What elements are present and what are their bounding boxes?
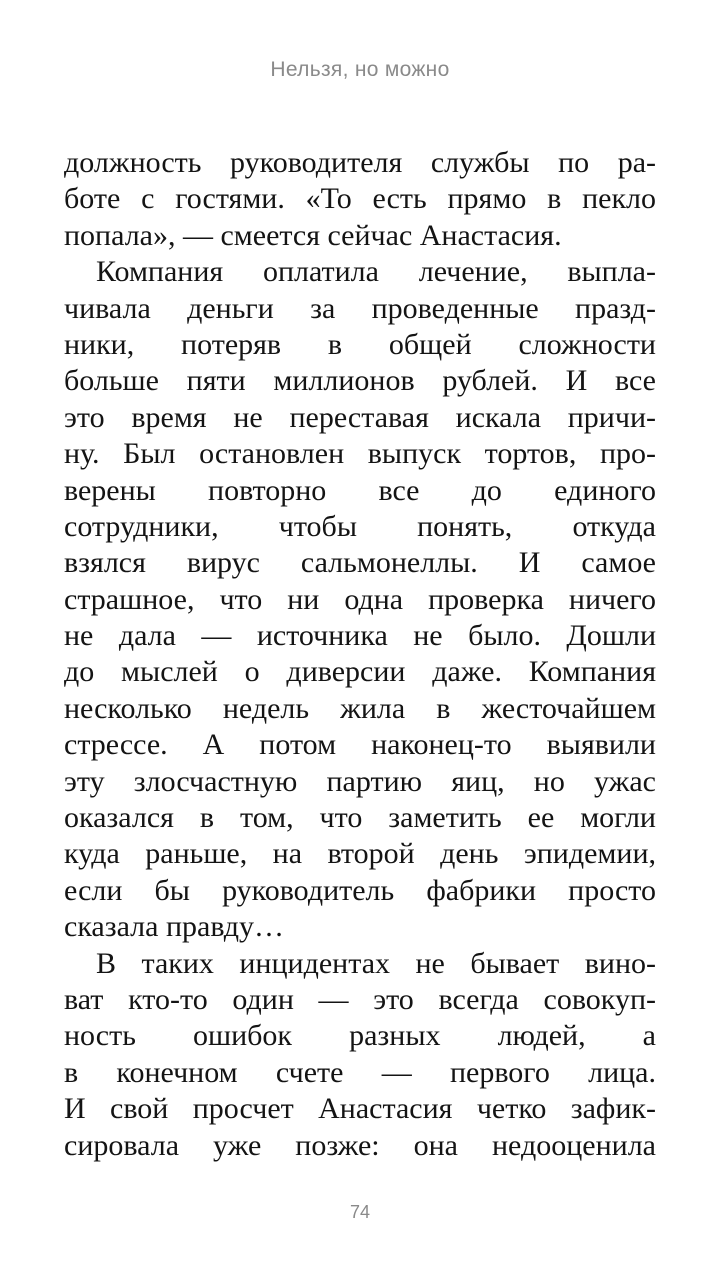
text-line: ники, потеряв в общей сложности (64, 327, 656, 361)
page-number: 74 (349, 1202, 371, 1222)
text-line: боте с гостями. «То есть прямо в пекло (64, 182, 656, 216)
text-line: эту злосчастную партию яиц, но ужас (64, 764, 656, 798)
text-line: ну. Был остановлен выпуск тортов, про- (64, 437, 656, 471)
text-line: верены повторно все до единого (64, 473, 656, 507)
text-line: не дала — источника не было. Дошли (64, 619, 656, 653)
text-line: попала», — смеется сейчас Анастасия. (64, 218, 562, 252)
text-line: куда раньше, на второй день эпидемии, (64, 837, 656, 871)
text-line: страшное, что ни одна проверка ничего (64, 582, 656, 616)
text-line: взялся вирус сальмонеллы. И самое (64, 546, 656, 580)
text-line: сотрудники, чтобы понять, откуда (64, 509, 656, 543)
text-line: сировала уже позже: она недооценила (64, 1128, 656, 1162)
text-line: несколько недель жила в жесточайшем (64, 691, 656, 725)
text-line: чивала деньги за проведенные празд- (64, 291, 656, 325)
text-line: больше пяти миллионов рублей. И все (64, 364, 656, 398)
text-line: оказался в том, что заметить ее могли (64, 801, 656, 835)
text-line: если бы руководитель фабрики просто (64, 873, 656, 907)
text-line: это время не переставая искала причи- (64, 400, 656, 434)
running-header: Нельзя, но можно (270, 58, 450, 81)
text-line: сказала правду… (64, 910, 285, 944)
text-line: Компания оплатила лечение, выпла- (96, 255, 656, 289)
text-line: должность руководителя службы по ра- (64, 146, 656, 179)
text-line: в конечном счете — первого лица. (64, 1055, 656, 1089)
text-line: ват кто-то один — это всегда совокуп- (64, 982, 656, 1016)
page-text (64, 145, 656, 1164)
text-line: В таких инцидентах не бывает вино- (96, 946, 656, 980)
text-line: И свой просчет Анастасия четко зафик- (64, 1092, 656, 1126)
text-line: до мыслей о диверсии даже. Компания (64, 655, 656, 689)
text-line: стрессе. А потом наконец-то выявили (64, 728, 656, 762)
text-line: ность ошибок разных людей, а (64, 1019, 656, 1053)
